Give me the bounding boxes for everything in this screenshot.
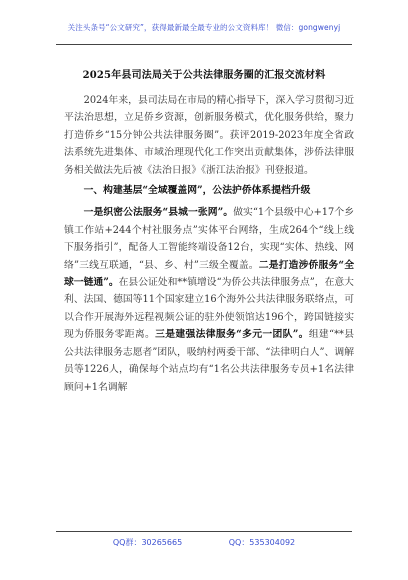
point-one-lead: 一是织密公法服务“县城一张网”。 <box>83 207 234 219</box>
document-body <box>64 92 354 397</box>
point-two-lead: 二是打造涉侨服务“全球一链通”。 <box>64 259 355 289</box>
section-heading: 一、构建基层“全域覆盖网”，公法护侨体系提档升级 <box>83 185 311 197</box>
point-two-text: 在县公证处和**镇增设“为侨公共法律服务点”，在意大利、法国、德国等11个国家建立16个海外公共法律服务联络点，可以合作开展海外远程视频公证的驻外使领馆达196个，跨国链接实现为侨服务零距离。 <box>64 277 354 341</box>
footer-contact <box>0 537 408 548</box>
top-banner: 关注头条号“公文研究”，获得最新最全最专业的公文资料库！ 微信：gongwenyj <box>67 23 341 32</box>
point-one-text: 做实“1个县级中心+17个乡镇工作站+244个村社服务点”实体平台网络，生成264个“线上线下服务指引”，配备人工智能终端设备12台，实现“实体、热线、网络”三线互联通，“县、乡、村”三级全覆盖。 <box>64 207 354 271</box>
qq-number: QQ：535304092 <box>228 538 296 547</box>
intro-paragraph: 2024年来，县司法局在市局的精心指导下，深入学习贯彻习近平法治思想，立足侨乡资源，创新服务模式，优化服务供给，聚力打造侨乡“15分钟公共法律服务圈”。获评2019-2023年度全省政法系统先进集体、市域治理现代化工作突出贡献集体，涉侨法律服务相关做法先后被《法治日报》《浙江法治报》刊登报道。 <box>64 95 354 176</box>
bottom-divider <box>56 531 352 532</box>
section-paragraph <box>64 204 354 395</box>
qq-group: QQ群：30265665 <box>112 538 183 547</box>
point-three-lead: 三是建强法律服务“多元一团队”。 <box>155 329 309 341</box>
document-title: 2025年县司法局关于公共法律服务圈的汇报交流材料 <box>82 70 326 81</box>
top-divider <box>56 44 352 45</box>
point-three-text: 组建“**县公共法律服务志愿者”团队，吸纳村两委干部、“法律明白人”、调解员等1226人，确保每个站点均有“1名公共法律服务专员+1名法律顾问+1名调解 <box>64 329 354 393</box>
